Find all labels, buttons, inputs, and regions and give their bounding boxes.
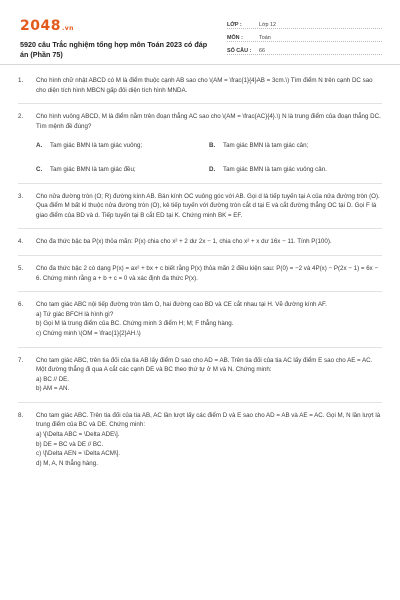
question-divider: [18, 291, 382, 292]
option-d[interactable]: D. Tam giác BMN là tam giác vuông cân.: [209, 165, 327, 173]
question-divider: [18, 103, 382, 104]
question-3: 3. Cho nửa đường tròn (O; R) đường kính AB. Bán kính OC vuông góc với AB. Gọi d là tiếp tuyến tại A của nửa đường tròn (O). Qua điểm M bất kì thuộc nửa đường tròn (O), kẻ tiếp tuyến với đường tròn cắt d tại E và cắt đường thẳng OC tại D. Gọi F là giao điểm của BD và d. Tiếp tuyến tại B cắt ED tại K. Chứng minh BK = EF.: [18, 192, 380, 219]
question-divider: [18, 255, 382, 256]
question-divider: [18, 347, 382, 348]
answer-options: [36, 141, 382, 174]
sub-question: d) M, A, N thẳng hàng.: [36, 459, 98, 467]
sub-question: b) Gọi M là trung điểm của BC. Chứng minh 3 điểm H; M; F thẳng hàng.: [36, 320, 234, 328]
sub-question: c) \[\Delta AEN = \Delta ACM\].: [36, 450, 121, 458]
option-b[interactable]: B. Tam giác BMN là tam giác cân;: [209, 142, 309, 150]
sub-question: b) AM = AN.: [36, 385, 70, 393]
meta-class: LỚP : Lớp 12: [227, 16, 382, 29]
question-6: 6. Cho tam giác ABC nội tiếp đường tròn tâm O, hai đường cao BD và CE cắt nhau tại H. Vẽ đường kính AF. a) Tứ giác BFCH là hình gì? b) Gọi M là trung điểm của BC. Chứng minh 3 điểm H; M; F thẳng hàng. c) Chứng minh \(OM = \frac{1}{2}AH.\): [18, 300, 382, 338]
question-1: 1. Cho hình chữ nhật ABCD có M là điểm thuộc cạnh AB sao cho \(AM = \frac{1}{4}AB = 3cm.\) Tìm điểm N trên cạnh DC sao cho diện tích hình MBCN gấp đôi diện tích hình MNDA.: [18, 77, 373, 94]
sub-question: a) BC // DE.: [36, 375, 70, 383]
meta-subject: MÔN : Toán: [227, 29, 382, 42]
sub-question: c) Chứng minh \(OM = \frac{1}{2}AH.\): [36, 329, 141, 337]
question-divider: [18, 183, 382, 184]
question-8: 8. Cho tam giác ABC. Trên tia đối của tia AB, AC lần lượt lấy các điểm D và E sao cho AD = AB và AE = AC. Gọi M, N lần lượt là trung điểm của BC và DE. Chứng minh: a) \[\Delta ABC = \Delta ADE\]. b) DE = BC và DE // BC. c) \[\Delta AEN = \Delta ACM\]. d) M, A, N thẳng hàng.: [18, 411, 381, 467]
document-title: 5920 câu Trắc nghiệm tổng hợp môn Toán 2023 có đáp án (Phần 75): [20, 40, 208, 59]
site-logo[interactable]: 2048.vn: [20, 18, 74, 34]
meta-question-count: SỐ CÂU : 66: [227, 42, 382, 55]
sub-question: a) \[\Delta ABC = \Delta ADE\].: [36, 431, 120, 439]
question-divider: [18, 228, 382, 229]
question-2: 2. Cho hình vuông ABCD, M là điểm nằm trên đoạn thẳng AC sao cho \(AM = \frac{AC}{4}.\) N là trung điểm của đoạn thẳng DC. Tìm mệnh đề đúng? A. Tam giác BMN là tam giác vuông; B. Tam giác BMN là tam giác cân; C. Tam giác BMN là tam giác đều; D. Tam giác BMN là tam giác vuông cân.: [18, 113, 381, 173]
header-divider: [0, 64, 400, 65]
question-4: 4. Cho đa thức bậc ba P(x) thỏa mãn: P(x) chia cho x² + 2 dư 2x − 1, chia cho x² + x dư 16x − 11. Tính P(100).: [18, 238, 332, 246]
page-header: [18, 10, 382, 68]
question-7: 7. Cho tam giác ABC, trên tia đối của tia AB lấy điểm D sao cho AD = AB. Trên tia đối của tia AC lấy điểm E sao cho AE = AC. Một đường thẳng đi qua A cắt các cạnh DE và BC theo thứ tự ở M và N. Chứng minh: a) BC // DE. b) AM = AN.: [18, 356, 382, 394]
question-5: 5. Cho đa thức bậc 2 có dạng P(x) = ax² + bx + c biết rằng P(x) thỏa mãn 2 điều kiện sau: P(0) = −2 và 4P(x) − P(2x − 1) = 6x − 6. Chứng minh rằng a + b + c = 0 và xác định đa thức P(x).: [18, 264, 379, 282]
sub-question: b) DE = BC và DE // BC.: [36, 440, 104, 448]
question-divider: [18, 402, 382, 403]
sub-question: a) Tứ giác BFCH là hình gì?: [36, 310, 114, 318]
question-list: [18, 76, 382, 468]
option-a[interactable]: A. Tam giác BMN là tam giác vuông;: [36, 142, 143, 150]
document-meta: [227, 16, 382, 55]
option-c[interactable]: C. Tam giác BMN là tam giác đều;: [36, 165, 136, 173]
